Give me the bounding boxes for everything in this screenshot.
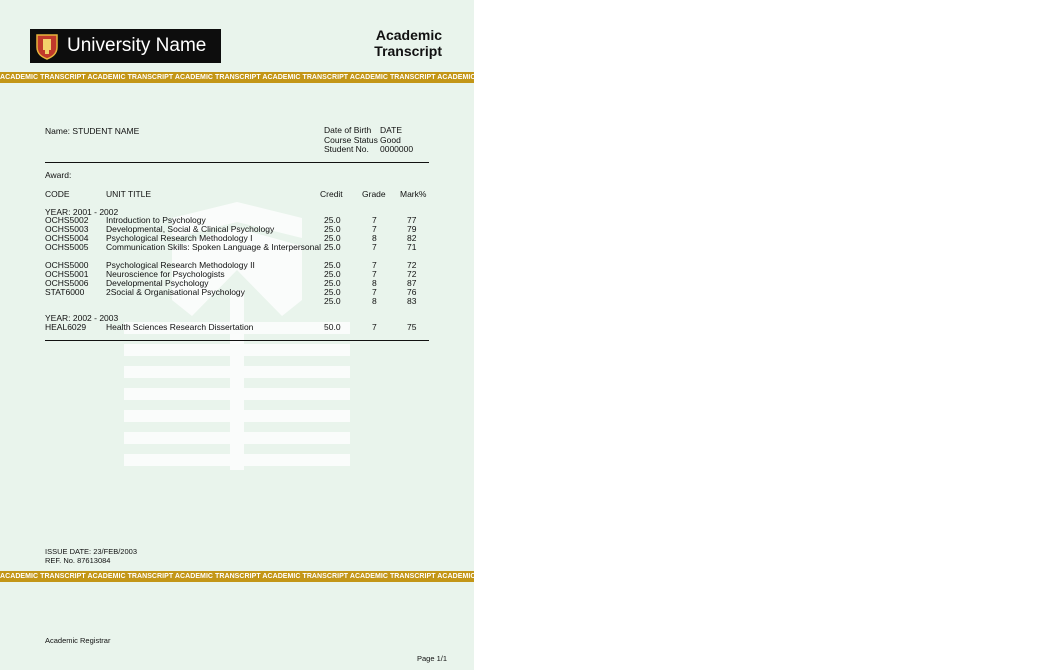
divider [45, 340, 429, 341]
unit-credit: 25.0 [324, 278, 341, 288]
unit-credit: 25.0 [324, 287, 341, 297]
student-name: Name: STUDENT NAME [45, 126, 140, 136]
unit-title: Psychological Research Methodology I [106, 233, 253, 243]
unit-mark: 83 [407, 296, 417, 306]
bottom-decorative-band: ACADEMIC TRANSCRIPT ACADEMIC TRANSCRIPT ACADEMIC TRANSCRIPT ACADEMIC TRANSCRIPT ACADEMIC TRANSCRIPT ACADEMIC TRANSCRIPT ACADEMIC TRANSCRIPT ACADEMIC TRANSCRIPT ACADEMIC TRANSCRIPT ACADEMIC TRANSCRIPT ACADEMIC TRANSCRIPT ACADEMIC TRANSCRIPT [0, 573, 1048, 580]
page-number: Page 1/1 [416, 654, 447, 663]
issue-date: ISSUE DATE: 23/FEB/2003 [45, 547, 137, 556]
unit-credit: 25.0 [324, 242, 341, 252]
divider [45, 162, 429, 163]
unit-credit: 25.0 [324, 260, 341, 270]
unit-code: OCHS5000 [45, 260, 89, 270]
table-row [0, 288, 474, 297]
unit-code: STAT6000 [45, 287, 85, 297]
year-heading: YEAR: 2001 - 2002 [45, 207, 119, 217]
unit-code: OCHS5002 [45, 215, 89, 225]
unit-mark: 72 [407, 260, 417, 270]
unit-title: Psychological Research Methodology II [106, 260, 255, 270]
unit-mark: 75 [407, 322, 417, 332]
unit-code: OCHS5003 [45, 224, 89, 234]
student-number-label: Student No. [324, 144, 369, 154]
unit-grade: 7 [372, 260, 377, 270]
column-header-grade: Grade [362, 189, 386, 199]
issue-info [45, 547, 137, 565]
unit-title: Neuroscience for Psychologists [106, 269, 225, 279]
column-header-credit: Credit [320, 189, 343, 199]
top-decorative-band: ACADEMIC TRANSCRIPT ACADEMIC TRANSCRIPT ACADEMIC TRANSCRIPT ACADEMIC TRANSCRIPT ACADEMIC TRANSCRIPT ACADEMIC TRANSCRIPT ACADEMIC TRANSCRIPT ACADEMIC TRANSCRIPT ACADEMIC TRANSCRIPT ACADEMIC TRANSCRIPT ACADEMIC TRANSCRIPT ACADEMIC TRANSCRIPT [0, 74, 1048, 81]
unit-mark: 71 [407, 242, 417, 252]
unit-mark: 72 [407, 269, 417, 279]
unit-mark: 87 [407, 278, 417, 288]
unit-code: OCHS5005 [45, 242, 89, 252]
unit-grade: 7 [372, 242, 377, 252]
unit-code: OCHS5001 [45, 269, 89, 279]
unit-credit: 25.0 [324, 215, 341, 225]
column-header-title: UNIT TITLE [106, 189, 152, 199]
unit-grade: 7 [372, 215, 377, 225]
university-name: University Name [67, 35, 207, 56]
unit-code: OCHS5006 [45, 278, 89, 288]
unit-grade: 7 [372, 224, 377, 234]
table-row [0, 297, 474, 306]
unit-mark: 76 [407, 287, 417, 297]
unit-grade: 7 [372, 322, 377, 332]
unit-credit: 50.0 [324, 322, 341, 332]
column-header-mark: Mark% [400, 189, 427, 199]
dob-value: DATE [380, 125, 403, 135]
unit-grade: 7 [372, 287, 377, 297]
unit-credit: 25.0 [324, 233, 341, 243]
unit-grade: 7 [372, 269, 377, 279]
unit-title: Health Sciences Research Dissertation [106, 322, 254, 332]
document-title: Academic Transcript [374, 27, 442, 59]
course-status-value: Good [380, 134, 401, 145]
unit-title: Developmental Psychology [106, 278, 209, 288]
unit-mark: 77 [407, 215, 417, 225]
reference-number: REF. No. 87613084 [45, 556, 111, 565]
university-logo [30, 29, 221, 63]
unit-grade: 8 [372, 233, 377, 243]
unit-credit: 25.0 [324, 224, 341, 234]
crest-icon [33, 29, 61, 63]
unit-title: Developmental, Social & Clinical Psychology [106, 224, 275, 234]
unit-code: OCHS5004 [45, 233, 89, 243]
course-status-label: Course Status [324, 134, 378, 145]
dob-label: Date of Birth [324, 125, 372, 135]
unit-mark: 79 [407, 224, 417, 234]
student-info [324, 126, 413, 155]
unit-title: Introduction to Psychology [106, 215, 206, 225]
unit-grade: 8 [372, 278, 377, 288]
unit-mark: 82 [407, 233, 417, 243]
unit-code: HEAL6029 [45, 322, 87, 332]
award-label: Award: [45, 170, 72, 180]
student-number-value: 0000000 [380, 144, 414, 154]
table-row [0, 323, 474, 332]
registrar-signature-label: Academic Registrar [45, 636, 111, 645]
table-row [0, 243, 474, 252]
year-heading: YEAR: 2002 - 2003 [45, 313, 119, 323]
column-header-code: CODE [45, 189, 70, 199]
unit-credit: 25.0 [324, 296, 341, 306]
unit-title: Communication Skills: Spoken Language & Interpersonal [106, 242, 321, 252]
unit-grade: 8 [372, 296, 377, 306]
unit-credit: 25.0 [324, 269, 341, 279]
unit-title: 2Social & Organisational Psychology [106, 287, 245, 297]
